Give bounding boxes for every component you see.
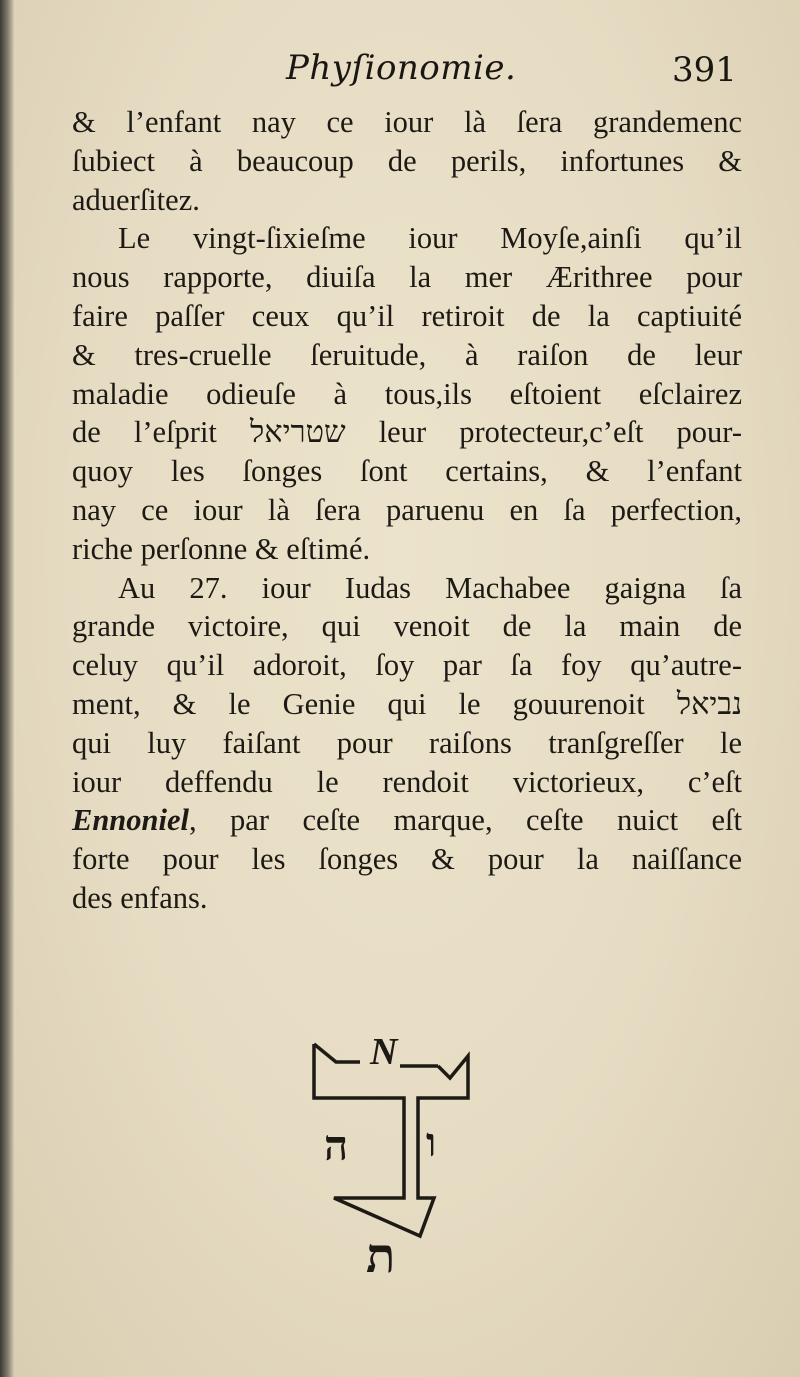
running-title: Phyſionomie. bbox=[286, 48, 517, 88]
text-line: celuy qu’il adoroit, ſoy par ſa foy qu’autre- bbox=[72, 648, 742, 683]
text-line: & tres-cruelle ſeruitude, à raiſon de leur bbox=[72, 337, 742, 372]
text-line: ſubiect à beaucoup de perils, infortunes & bbox=[72, 143, 742, 178]
genie-seal-figure bbox=[300, 1028, 480, 1278]
page-number: 391 bbox=[672, 50, 737, 90]
paragraph-start-line: Le vingt-ſixieſme iour Moyſe,ainſi qu’il bbox=[118, 221, 742, 256]
body-text bbox=[72, 103, 742, 918]
text-line: faire paſſer ceux qu’il retiroit de la captiuité bbox=[72, 298, 742, 333]
text-line: & l’enfant nay ce iour là ſera grandemenc bbox=[72, 105, 742, 139]
text-line: grande victoire, qui venoit de la main de bbox=[72, 609, 742, 644]
text-line-ennoniel bbox=[72, 801, 742, 840]
text-line: qui luy faiſant pour raiſons tranſgreſſer le bbox=[72, 725, 742, 760]
seal-left-arm bbox=[314, 1044, 360, 1062]
text-line-rest: , par ceſte marque, ceſte nuict eſt bbox=[188, 803, 742, 838]
seal-bottom-letter: ת bbox=[366, 1228, 396, 1278]
text-line: des enfans. bbox=[72, 880, 208, 915]
seal-left-letter: ה bbox=[324, 1121, 349, 1170]
page-header bbox=[0, 48, 800, 98]
text-line: de l’eſprit שטריאל leur protecteur,c’eſt pour- bbox=[72, 415, 742, 450]
text-line: ment, & le Genie qui le gouurenoit נביאל bbox=[72, 686, 742, 721]
text-line: aduerſitez. bbox=[72, 182, 200, 217]
paragraph-start-line: Au 27. iour Iudas Machabee gaigna ſa bbox=[118, 570, 742, 605]
text-line: nay ce iour là ſera paruenu en ſa perfection, bbox=[72, 492, 742, 527]
text-line: nous rapporte, diuiſa la mer Ærithree pour bbox=[72, 260, 742, 295]
text-line: forte pour les ſonges & pour la naiſſance bbox=[72, 842, 742, 877]
page-binding-edge bbox=[0, 0, 14, 1377]
seal-top-letter: N bbox=[370, 1031, 398, 1073]
genie-name: Ennoniel bbox=[72, 803, 189, 838]
text-line: maladie odieuſe à tous,ils eſtoient eſclairez bbox=[72, 376, 742, 411]
seal-right-letter: ו bbox=[426, 1119, 437, 1166]
text-line: iour deffendu le rendoit victorieux, c’eſt bbox=[72, 764, 742, 799]
seal-drawing bbox=[300, 1028, 480, 1278]
text-line: quoy les ſonges ſont certains, & l’enfant bbox=[72, 454, 742, 489]
text-line: riche perſonne & eſtimé. bbox=[72, 531, 371, 566]
